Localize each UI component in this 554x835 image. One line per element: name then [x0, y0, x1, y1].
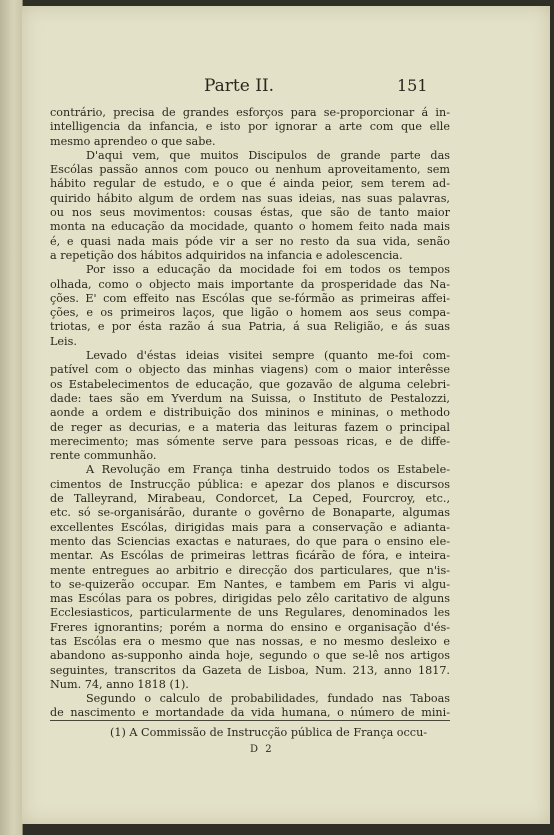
text-line: monta na educação da mocidade, quanto o homem feito nada mais — [50, 220, 450, 234]
text-line: Por isso a educação da mocidade foi em todos os tempos — [86, 263, 450, 277]
text-line: mente entregues ao arbitrio e direcção dos particulares, que n'is- — [50, 563, 450, 577]
text-line: seguintes, transcritos da Gazeta de Lisboa, Num. 213, anno 1817. — [50, 663, 450, 677]
text-line: os Estabelecimentos de educação, que gozavão de alguma celebri- — [50, 377, 450, 391]
text-line: ou nos seus movimentos: cousas éstas, que são de tanto maior — [50, 206, 450, 220]
footnote — [50, 726, 450, 739]
text-line: mesmo aprendeo o que sabe. — [50, 134, 216, 148]
text-line: olhada, como o objecto mais importante da prosperidade das Na- — [50, 277, 450, 291]
text-line: mas Escólas para os pobres, dirigidas pelo zêlo caritativo de alguns — [50, 592, 450, 606]
body-text — [50, 106, 450, 721]
text-line: contrário, precisa de grandes esforços para se-proporcionar á in- — [50, 106, 450, 119]
facing-page-edge — [0, 0, 23, 835]
text-line: cimentos de Instrucção pública: e apezar dos planos e discursos — [50, 477, 450, 491]
page-number: 151 — [397, 76, 428, 95]
text-line: Ecclesiasticos, particularmente de uns Regulares, denominados les — [50, 606, 450, 620]
text-line: merecimento; mas sómente serve para pessoas ricas, e de diffe- — [50, 434, 450, 448]
text-line: de nascimento e mortandade da vida humana, o número de mini- — [50, 706, 450, 720]
running-title: Parte II. — [204, 76, 275, 96]
text-line: de reger as decurias, e a materia das leituras fazem o principal — [50, 420, 450, 434]
text-line: quirido hábito algum de ordem nas suas ideias, nas suas palavras, — [50, 191, 450, 205]
text-line: A Revolução em França tinha destruido todos os Estabele- — [86, 463, 450, 477]
text-line: Num. 74, anno 1818 (1). — [50, 677, 189, 691]
text-line: Freres ignorantins; porém a norma do ensino e organisação d'és- — [50, 620, 450, 634]
text-line: tas Escólas era o mesmo que nas nossas, e no mesmo desleixo e — [50, 634, 450, 648]
text-line: mentar. As Escólas de primeiras lettras ficárão de fóra, e inteira- — [50, 549, 450, 563]
text-line: Levado d'éstas ideias visitei sempre (quanto me-foi com- — [86, 349, 450, 363]
signature-mark: D 2 — [250, 744, 274, 755]
text-line: de Talleyrand, Mirabeau, Condorcet, La Ceped, Fourcroy, etc., — [50, 492, 450, 506]
text-line: intelligencia da infancia, e isto por ignorar a arte com que elle — [50, 120, 450, 134]
text-line: patível com o objecto das minhas viagens) com o maior interêsse — [50, 363, 450, 377]
text-line: é, e quasi nada mais póde vir a ser no resto da sua vida, senão — [50, 234, 450, 248]
text-line: triotas, e por ésta razão á sua Patria, á sua Religião, e ás suas — [50, 320, 450, 334]
text-line: ções. E' com effeito nas Escólas que se-fórmão as primeiras affei- — [50, 291, 450, 305]
text-line: excellentes Escólas, dirigidas mais para a conservação e adianta- — [50, 520, 450, 534]
footnote-rule — [50, 720, 450, 721]
text-line: D'aqui vem, que muitos Discipulos de grande parte das — [86, 148, 450, 162]
text-line: aonde a ordem e distribuição dos mininos e mininas, o methodo — [50, 406, 450, 420]
text-line: abandono as-supponho ainda hoje, segundo o que se-lê nos artigos — [50, 649, 450, 663]
text-line: Leis. — [50, 334, 77, 348]
text-line: a repetição dos hábitos adquiridos na infancia e adolescencia. — [50, 248, 403, 262]
text-line: etc. só se-organisárão, durante o govêrno de Bonaparte, algumas — [50, 506, 450, 520]
text-line: rente communhão. — [50, 449, 157, 463]
book-page — [22, 6, 550, 824]
text-line: mento das Sciencias exactas e naturaes, do que para o ensino ele- — [50, 534, 450, 548]
text-line: hábito regular de estudo, e o que é ainda peior, sem terem ad- — [50, 177, 450, 191]
text-line: to se-quizerão occupar. Em Nantes, e tambem em Paris vi algu- — [50, 577, 450, 591]
text-line: Escólas passão annos com pouco ou nenhum aproveitamento, sem — [50, 163, 450, 177]
text-line: ções, e os primeiros laços, que ligão o homem aos seus compa- — [50, 306, 450, 320]
page-header — [22, 76, 550, 98]
text-line: dade: taes são em Yverdum na Suissa, o Instituto de Pestalozzi, — [50, 391, 450, 405]
text-line: Segundo o calculo de probabilidades, fundado nas Taboas — [86, 692, 450, 706]
footnote-text: (1) A Commissão de Instrucção pública de França occu- — [110, 726, 428, 739]
